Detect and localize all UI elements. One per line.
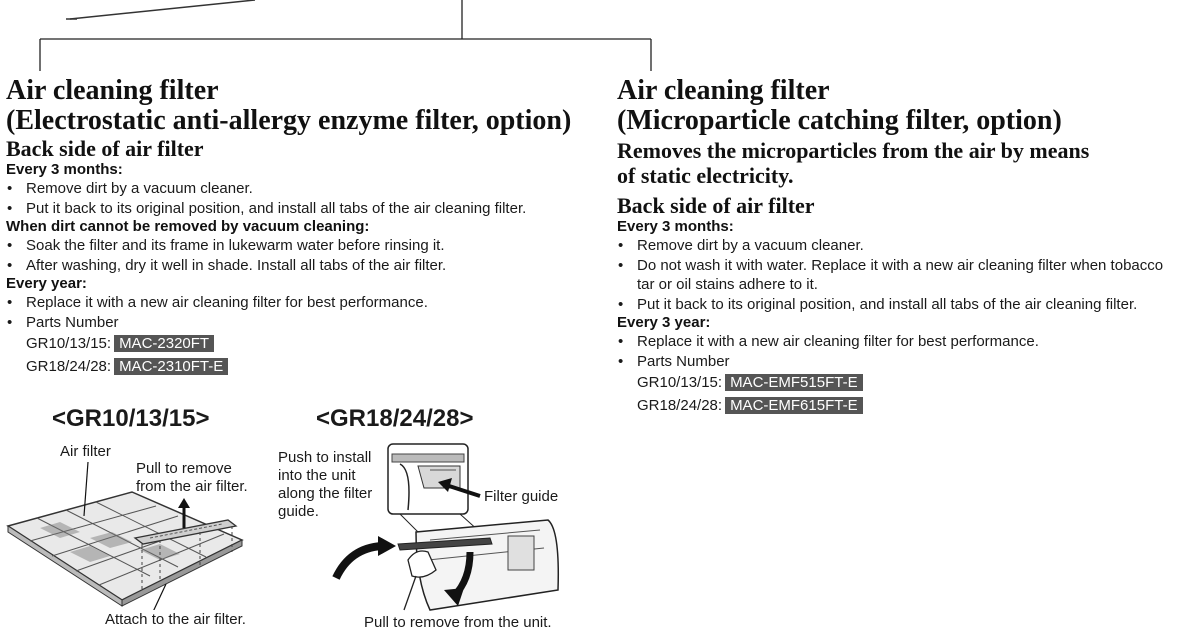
left-title: Air cleaning filter: [6, 75, 219, 106]
list-item: • Parts Number: [617, 352, 1192, 372]
label-pull-unit: Pull to remove from the unit.: [364, 614, 552, 631]
right-section-heading: Every 3 year:: [617, 314, 711, 331]
figure-title-gr10: <GR10/13/15>: [52, 405, 210, 432]
right-title: Air cleaning filter: [617, 75, 830, 106]
right-subtitle: Back side of air filter: [617, 193, 815, 218]
parts-code-badge: MAC-2320FT: [114, 335, 214, 352]
label-pull-remove: [136, 460, 248, 496]
parts-row: [6, 332, 596, 355]
parts-row: [6, 355, 596, 378]
parts-model: GR10/13/15:: [637, 374, 723, 391]
list-item: • Put it back to its original position, and install all tabs of the air cleaning filter.: [6, 199, 596, 219]
label-attach: Attach to the air filter.: [105, 611, 246, 628]
list-item: • After washing, dry it well in shade. Install all tabs of the air filter.: [6, 256, 596, 276]
caption-line: from the air filter.: [136, 478, 248, 495]
parts-model: GR10/13/15:: [26, 335, 112, 352]
caption-line: along the filter: [278, 485, 373, 502]
left-section-heading: Every 3 months:: [6, 161, 123, 178]
right-description: [617, 138, 1192, 188]
list-item: • Put it back to its original position, and install all tabs of the air cleaning filter.: [617, 295, 1192, 315]
parts-model: GR18/24/28:: [637, 397, 723, 414]
left-title-sub: (Electrostatic anti-allergy enzyme filter, option): [6, 105, 572, 136]
right-section-list: [617, 236, 1192, 314]
caption-line: guide.: [278, 503, 319, 520]
left-subtitle: Back side of air filter: [6, 136, 204, 161]
left-section-list: [6, 179, 596, 218]
left-column: [6, 76, 596, 378]
right-section-list: [617, 332, 1192, 371]
list-item: • Remove dirt by a vacuum cleaner.: [6, 179, 596, 199]
left-section-list: [6, 236, 596, 275]
left-section-list: [6, 293, 596, 332]
right-column: [617, 76, 1192, 417]
caption-line: Push to install: [278, 449, 372, 466]
label-filter-guide: Filter guide: [484, 488, 559, 505]
parts-code-badge: MAC-2310FT-E: [114, 358, 228, 375]
left-section-heading: When dirt cannot be removed by vacuum cleaning:: [6, 218, 370, 235]
parts-code-badge: MAC-EMF515FT-E: [725, 374, 863, 391]
list-item: • Remove dirt by a vacuum cleaner.: [617, 236, 1192, 256]
list-item: • Replace it with a new air cleaning filter for best performance.: [617, 332, 1192, 352]
right-title-sub: (Microparticle catching filter, option): [617, 105, 1062, 136]
list-item: • Parts Number: [6, 313, 596, 333]
description-line: of static electricity.: [617, 163, 794, 188]
left-section-heading: Every year:: [6, 275, 87, 292]
parts-model: GR18/24/28:: [26, 358, 112, 375]
parts-row: [617, 394, 1192, 417]
list-item: • Replace it with a new air cleaning filter for best performance.: [6, 293, 596, 313]
connector-lines: [0, 0, 1197, 80]
caption-line: Pull to remove: [136, 460, 232, 477]
parts-code-badge: MAC-EMF615FT-E: [725, 397, 863, 414]
list-item: • Do not wash it with water. Replace it with a new air cleaning filter when tobacco tar or oil stains adhere to it.: [617, 256, 1177, 295]
list-item: • Soak the filter and its frame in lukewarm water before rinsing it.: [6, 236, 596, 256]
label-push-install: [278, 449, 372, 521]
caption-line: into the unit: [278, 467, 356, 484]
figure-title-gr18: <GR18/24/28>: [316, 405, 474, 432]
right-section-heading: Every 3 months:: [617, 218, 734, 235]
description-line: Removes the microparticles from the air by means: [617, 138, 1090, 163]
label-air-filter: Air filter: [60, 443, 111, 460]
parts-row: [617, 371, 1192, 394]
